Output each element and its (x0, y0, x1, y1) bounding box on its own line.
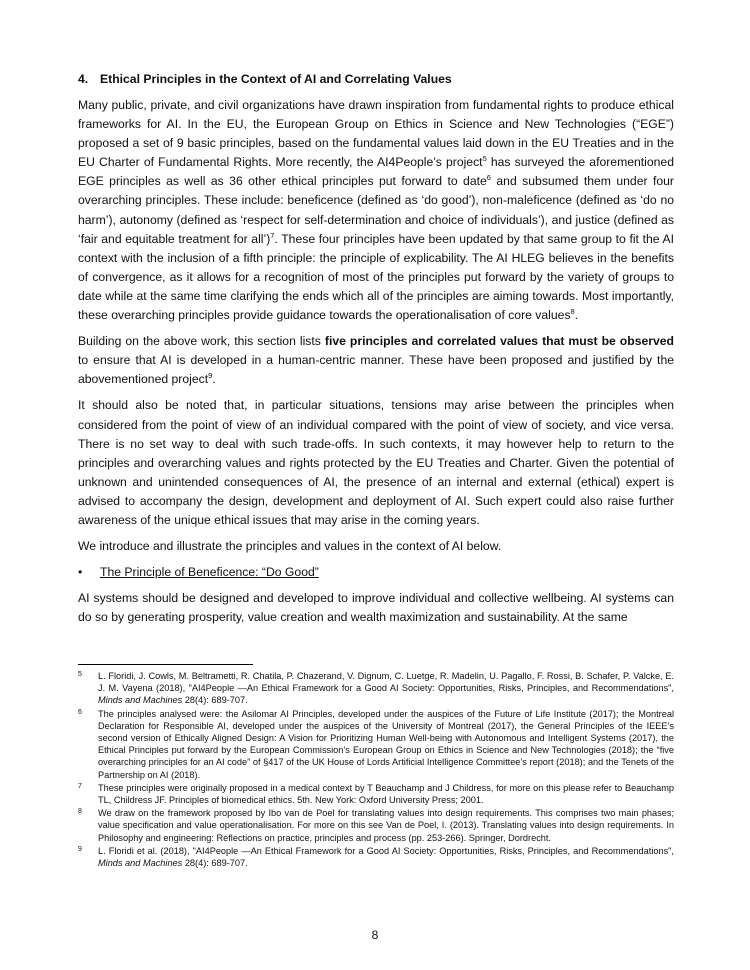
para2-text-2: to ensure that AI is developed in a human-centric manner. These have been proposed and justified by the abovementioned project (78, 353, 674, 387)
para2-bold-text: five principles and correlated values that must be observed (324, 334, 674, 349)
para1-text-1: Many public, private, and civil organizations have drawn inspiration from fundamental rights to produce ethical frameworks for AI. In the EU, the European Group on Ethics in Science and New Technologies (“EGE”) proposed a set of 9 basic principles, based on the fundamental values laid down in the EU Treaties and in the EU Charter of Fundamental Rights. More recently, the AI4People’s project (78, 98, 674, 170)
footnote-journal: Minds and Machines (98, 695, 183, 706)
section-heading (78, 70, 674, 88)
footnote-text: These principles were originally proposed in a medical context by T Beauchamp and J Childress, for more on this please refer to Beauchamp TL, Childress JF. Principles of biomedical ethics. 5th. New York: Oxford University Press; 2001. (98, 782, 674, 806)
footnote-number: 8 (78, 808, 82, 816)
paragraph-intro (78, 96, 674, 325)
page-number: 8 (371, 928, 379, 942)
para1-text-5: . (574, 308, 579, 323)
para1-text-3: and subsumed them under four overarching principles. These include: beneficence (defined as ‘do good’), non-maleficence (defined as ‘do no harm’), autonomy (defined as ‘respect for self-determination and choice of individuals’), and justice (defined as ‘fair and equitable treatment for all’) (78, 174, 674, 246)
footnote-number: 5 (78, 671, 82, 678)
footnote-text (98, 670, 674, 707)
footnote-ref-6[interactable]: 6 (486, 173, 491, 183)
footnotes (78, 670, 674, 870)
page-body (78, 60, 674, 634)
footnote-6 (78, 708, 674, 781)
paragraph-introduce: We introduce and illustrate the principles and values in the context of AI below. (78, 539, 502, 554)
footnote-text-part: L. Floridi, J. Cowls, M. Beltrametti, R. Chatila, P. Chazerand, V. Dignum, C. Luetge, R. Madelin, U. Pagallo, F. Rossi, B. Schafer, P. Valcke, E. J. M. Vayena (2018), "AI4People —An Ethical Framework for a Good AI Society: Opportunities, Risks, Principles, and Recommendations", (98, 671, 674, 694)
para2-text-1: Building on the above work, this section lists (78, 334, 325, 349)
footnote-9 (78, 845, 674, 869)
footnote-7 (78, 782, 674, 806)
footnote-number: 7 (78, 782, 82, 790)
footnote-text: We draw on the framework proposed by Ibo van de Poel for translating values into design requirements. This comprises two main phases; value specification and value operationalisation. For more on this see Van de Poel, I. (2013). Translating values into design requirements. In Philosophy and engineering: Reflections on practice, principles and process (pp. 253-266). Springer, Dordrecht. (98, 808, 674, 843)
footnote-ref-9[interactable]: 9 (208, 371, 213, 381)
footnote-ref-5[interactable]: 5 (482, 154, 487, 164)
para1-text-2: has surveyed the aforementioned EGE principles as well as 36 other ethical principles put forward to date (78, 155, 674, 189)
footnote-journal: Minds and Machines (98, 858, 183, 869)
footnote-ref-8[interactable]: 8 (570, 306, 575, 316)
footnote-text-part: 28(4): 689-707. (182, 858, 248, 869)
footnote-number: 9 (78, 845, 82, 853)
footnote-5 (78, 670, 674, 707)
para1-text-4: . These four principles have been updated by that same group to fit the AI context with the inclusion of a fifth principle: the principle of explicability. The AI HLEG believes in the benefits of convergence, as it allows for a recognition of most of the principles put forward by the variety of groups to date while at the same time clarifying the ends which all of the principles are aiming towards. Most importantly, these overarching principles provide guidance towards the operationalisation of core values (78, 231, 674, 323)
footnote-number: 6 (78, 708, 82, 716)
footnote-text-part: 28(4): 689-707. (182, 695, 248, 706)
paragraph-five-principles (78, 332, 674, 389)
section-title: Ethical Principles in the Context of AI and Correlating Values (100, 72, 452, 86)
footnote-text-part: L. Floridi et al. (2018), "AI4People —An Ethical Framework for a Good AI Society: Opportunities, Risks, Principles, and Recommendations", (98, 845, 674, 856)
section-number: 4. (78, 72, 89, 86)
paragraph-tensions: It should also be noted that, in particular situations, tensions may arise between the principles when considered from the point of view of an individual compared with the point of view of society, and vice versa. There is no set way to deal with such trade-offs. In such contexts, it may however help to return to the principles and overarching values and rights protected by the EU Treaties and Charter. Given the potential of unknown and unintended consequences of AI, the presence of an internal and external (ethical) expert is advised to accompany the design, development and deployment of AI. Such expert could also raise further awareness of the unique ethical issues that may arise in the coming years. (78, 398, 674, 527)
paragraph-beneficence: AI systems should be designed and developed to improve individual and collective wellbeing. AI systems can do so by generating prosperity, value creation and wealth maximization and sustainability. At the same (78, 591, 674, 625)
bullet-heading-beneficence: The Principle of Beneficence: “Do Good” (100, 565, 319, 580)
bullet-icon: • (78, 565, 83, 580)
footnote-ref-7[interactable]: 7 (270, 230, 275, 240)
footnote-separator (78, 664, 253, 665)
para2-text-3: . (212, 372, 216, 387)
footnote-text: The principles analysed were: the Asilomar AI Principles, developed under the auspices of the Future of Life Institute (2017); the Montreal Declaration for Responsible AI, developed under the auspices of the University of Montreal (2017), the General Principles of the IEEE’s second version of Ethically Aligned Design: A Vision for Prioritizing Human Well-being with Autonomous and Intelligent Systems (2017), the Ethical Principles put forward by the European Commission’s European Group on Ethics in Science and New Technologies (2018); the “five overarching principles for an AI code” of §417 of the UK House of Lords Artificial Intelligence Committee’s report (2018); and the Tenets of the Partnership on AI (2018). (98, 708, 674, 780)
footnote-8 (78, 807, 674, 844)
footnote-text (98, 845, 674, 869)
bullet-beneficence (78, 563, 674, 582)
